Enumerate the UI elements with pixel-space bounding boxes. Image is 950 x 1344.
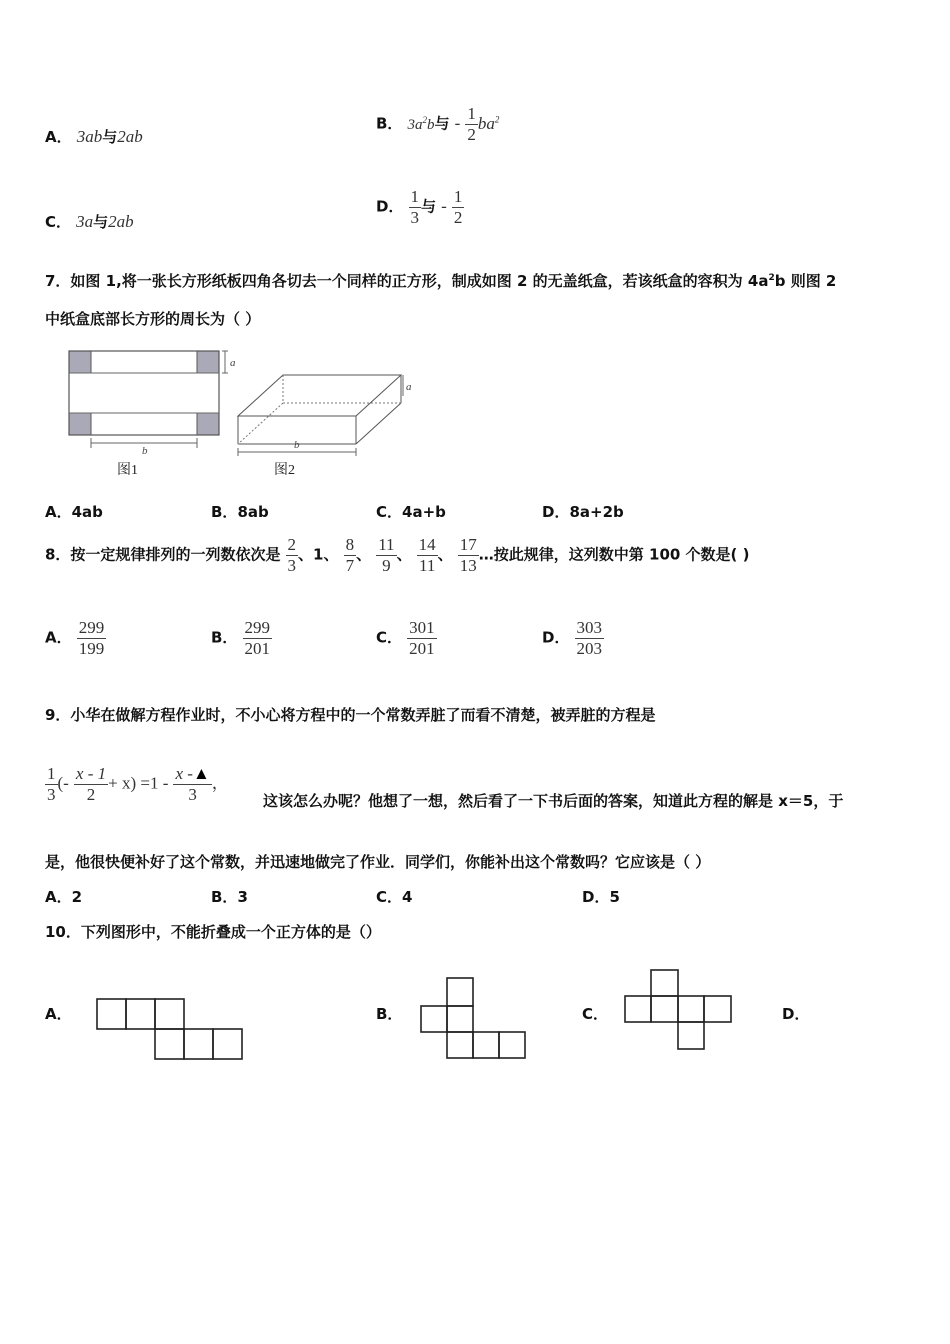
q8-frac-1: $\frac{2}{3}$ [287,535,297,575]
fig1-label-a: a [230,357,236,369]
q6-option-a: A． 3ab与2ab [45,127,143,146]
fig2-label-b: b [294,439,300,451]
q10-option-a-label: A． [45,1005,72,1023]
q7-figure-2 [232,366,422,481]
smudge-triangle: ▲ [192,764,210,783]
q9-stem-line1: 9．小华在做解方程作业时，不小心将方程中的一个常数弄脏了而看不清楚，被弄脏的方程是 [45,706,656,724]
q6-b-fraction: $\frac{1}{2}$ [467,104,476,144]
cut-square-tr [197,351,219,373]
q8-frac-5: $\frac{17}{13}$ [459,535,477,575]
q9-stem-line3: 是，他很快便补好了这个常数，并迅速地做完了作业．同学们，你能补出这个常数吗？它应该是（ ） [45,853,711,871]
q7-stem-line1: 7．如图 1,将一张长方形纸板四角各切去一个同样的正方形，制成如图 2 的无盖纸盒，若该纸盒的容积为 $4a^2b$ 则图 2 [45,272,837,290]
q10-option-b-label: B． [376,1005,403,1023]
q9-option-a: A．2 [45,888,83,906]
q8-option-d: D． $\frac{303}{203}$ [542,618,603,658]
q9-option-c: C．4 [376,888,413,906]
q6-option-d: D． $\frac{1}{3}$ 与 - $\frac{1}{2}$ [376,187,463,227]
q6-d-fraction-2: $\frac{1}{2}$ [453,187,463,227]
q7-option-b: B．8ab [211,503,269,521]
box-top-face [238,375,401,416]
q7-figure-1 [62,346,252,481]
fig1-caption: 图1 [117,463,138,478]
fig2-label-a: a [406,381,412,393]
q10-option-d-label: D． [782,1005,810,1023]
q8-frac-2: $\frac{8}{7}$ [345,535,355,575]
q10-net-b [419,976,531,1062]
cut-square-tl [69,351,91,373]
q7-option-d: D．8a+2b [542,503,624,521]
q7-option-c: C．4a+b [376,503,446,521]
q7-option-a: A．4ab [45,503,103,521]
fig2-caption: 图2 [274,463,295,478]
q9-option-b: B．3 [211,888,248,906]
q10-net-a [95,997,247,1061]
q7-stem-line2: 中纸盒底部长方形的周长为（ ） [45,310,261,328]
q8-option-a: A． $\frac{299}{199}$ [45,618,105,658]
q9-stem-line2: 这该怎么办呢？他想了一想，然后看了一下书后面的答案，知道此方程的解是 x＝5，于 [263,792,844,810]
q6-option-b: B． $3a^2b$与 - $\frac{1}{2}$ $ba^2$ [376,104,500,144]
q8-option-b: B． $\frac{299}{201}$ [211,618,271,658]
fig1-label-b: b [142,445,148,457]
q8-frac-3: $\frac{11}{9}$ [378,535,395,575]
q6-d-fraction-1: $\frac{1}{3}$ [410,187,420,227]
q10-net-c [623,968,735,1054]
q8-option-c: C． $\frac{301}{201}$ [376,618,435,658]
q8-stem: 8．按一定规律排列的一列数依次是 $\frac{2}{3}$ 、1、 $\frac{8}{7}$ 、 $\frac{11}{9}$ 、 $\frac{14}{11}$ 、 $\frac{17}{13}$ …按此规律，这列数中第 100 个数是( ) [45,535,750,575]
cut-square-bl [69,413,91,435]
q6-option-c: C． 3a与2ab [45,212,134,231]
cut-square-br [197,413,219,435]
q9-option-d: D．5 [582,888,620,906]
q10-option-c-label: C． [582,1005,609,1023]
q9-equation: $\frac{1}{3}$ (- $\frac{x - 1}{2}$ + x) =1 - $\frac{x -▲}{3}$ ， [47,764,229,804]
q8-frac-4: $\frac{14}{11}$ [418,535,436,575]
q10-stem: 10．下列图形中，不能折叠成一个正方体的是（） [45,923,381,941]
